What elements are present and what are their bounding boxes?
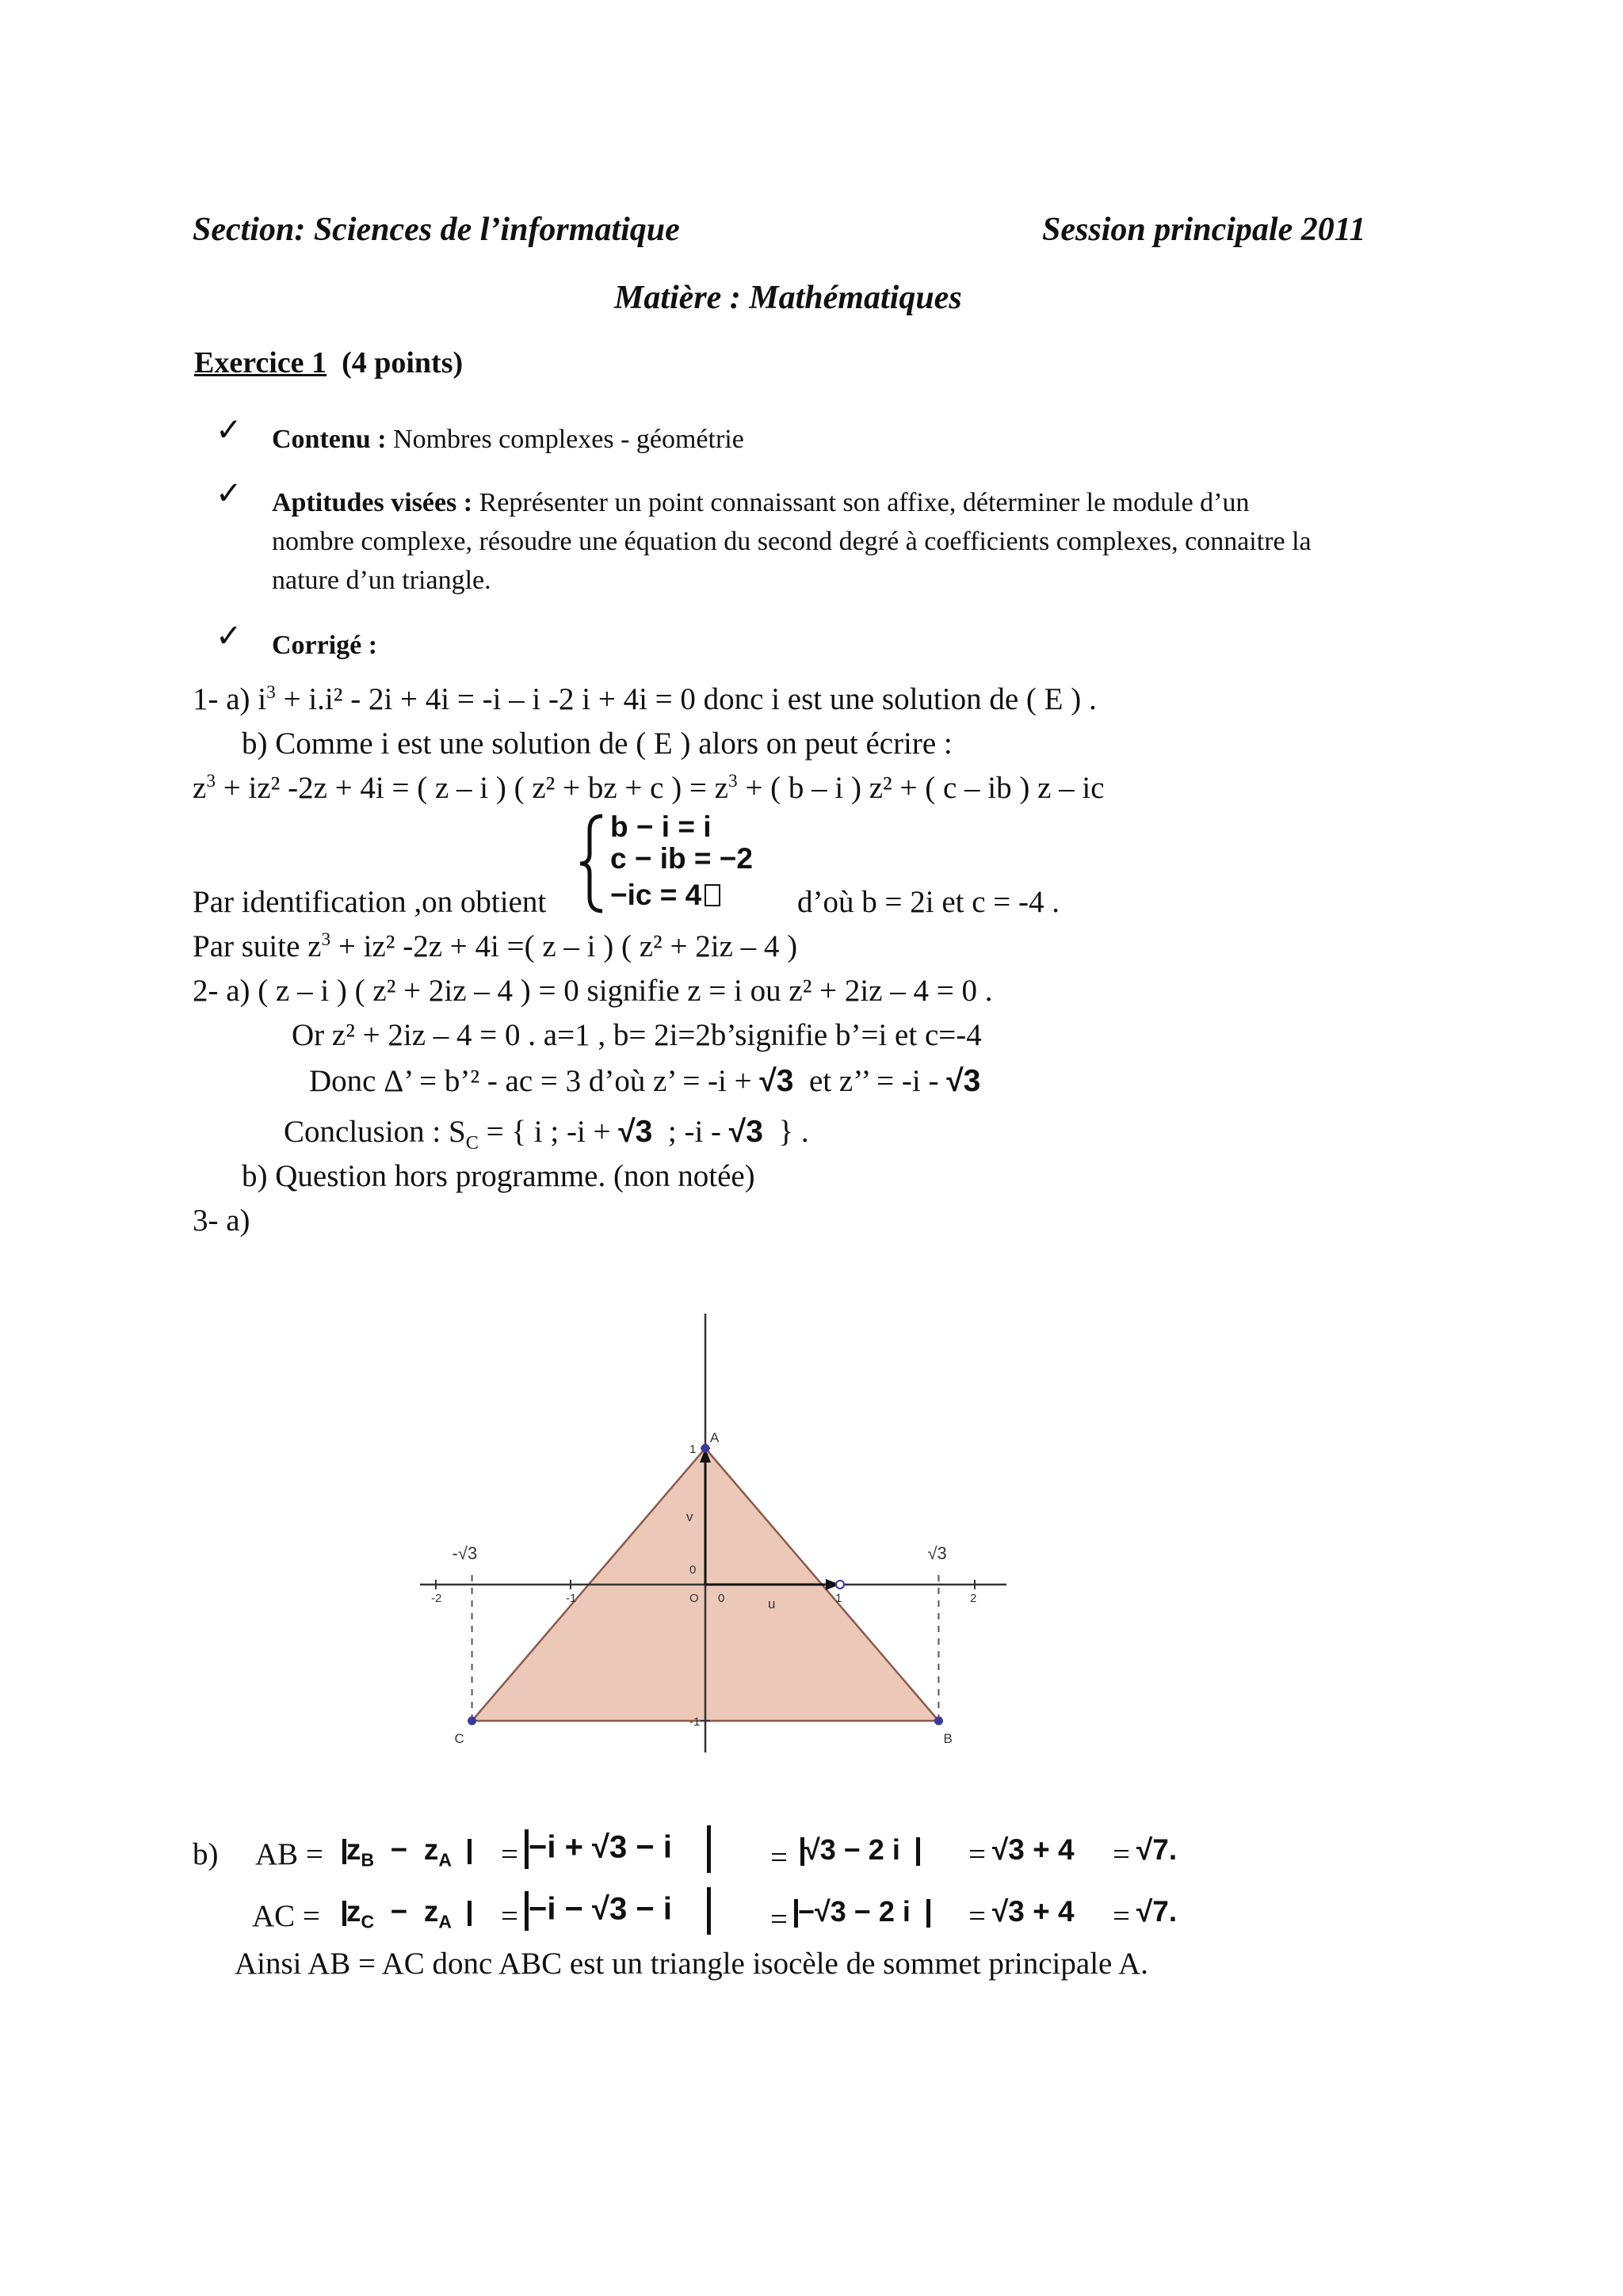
q1b-line: b) Comme i est une solution de ( E ) alors on peut écrire : <box>242 727 953 761</box>
ab-label: AB = <box>255 1837 323 1871</box>
session-title: Session principale 2011 <box>1042 212 1366 248</box>
abs-bar <box>926 1899 930 1928</box>
point-a <box>701 1444 710 1453</box>
aptitudes-line1: Représenter un point connaissant son affixe, déterminer le module d’un <box>479 488 1250 517</box>
q2a-line: 2- a) ( z – i ) ( z² + 2iz – 4 ) = 0 signifie z = i ou z² + 2iz – 4 = 0 . <box>193 974 993 1008</box>
contenu-line <box>272 420 744 459</box>
eq-sign: = <box>770 1840 788 1875</box>
ac-modulus-2: −i − √3 − i <box>525 1887 711 1935</box>
exercise-points: (4 points) <box>342 346 464 379</box>
q1-eq-mid: + iz² -2z + 4i = ( z – i ) ( z² + bz + c ) = z <box>216 771 728 805</box>
point-c <box>468 1717 476 1726</box>
aptitudes-block <box>272 483 1312 600</box>
aptitudes-label: Aptitudes visées : <box>272 488 473 517</box>
y-tick-label: 1 <box>689 1443 697 1456</box>
q2-donc-line: Donc Δ’ = b’² - ac = 3 d’où z’ = -i + √3 et z’’ = -i - √3 <box>309 1064 981 1098</box>
exponent: 3 <box>727 771 738 791</box>
exponent: 3 <box>321 929 331 950</box>
eq-sign: = <box>1113 1837 1130 1871</box>
q1a-text: + i.i² - 2i + 4i = -i – i -2 i + 4i = 0 donc i est une solution de ( E ) . <box>275 682 1097 716</box>
eq-sign: = <box>1113 1899 1130 1933</box>
ac-modulus-3: −√3 − 2 i <box>794 1895 930 1928</box>
par-suite-line: Par suite $z^3 + iz^2$ -2z + 4i =( z – i ) ( z² + 2iz – 4 ) <box>193 929 798 963</box>
contenu-label: Contenu : <box>272 425 387 454</box>
x-tick-label: 1 <box>835 1592 842 1605</box>
complex-plane-graph <box>396 1283 1030 1767</box>
vector-v-label: v <box>686 1509 693 1524</box>
point-unit-marker <box>836 1581 844 1589</box>
system-brace <box>575 813 607 914</box>
ac-result: √7. <box>1136 1895 1178 1928</box>
eq-sign: = <box>968 1899 986 1933</box>
x-tick-label: -2 <box>431 1592 442 1605</box>
vector-u-label: u <box>768 1596 776 1611</box>
ab-result: √7. <box>1136 1833 1178 1866</box>
aptitudes-line2: nombre complexe, résoudre une équation du second degré à coefficients complexes, connaitre la <box>272 527 1312 556</box>
check-icon: ✓ <box>216 412 242 448</box>
dou-text: d’où b = 2i et c = -4 . <box>797 885 1060 919</box>
sqrt3-symbol: √3 <box>946 1064 981 1098</box>
q3a-label: 3- a) <box>193 1203 250 1238</box>
point-label-b: B <box>943 1731 953 1746</box>
system-eq3: −ic = 4 <box>610 879 720 911</box>
check-icon: ✓ <box>216 475 242 512</box>
check-icon: ✓ <box>216 618 242 654</box>
exercise-heading <box>194 345 463 380</box>
matiere-title: Matière : Mathématiques <box>614 280 962 316</box>
aptitudes-line3: nature d’un triangle. <box>272 566 491 595</box>
origin-label: O <box>689 1592 699 1605</box>
y-tick-label: -1 <box>689 1715 701 1729</box>
q1-eq-end: + ( b – i ) z² + ( c – ib ) z – ic <box>737 771 1105 805</box>
exponent: 3 <box>206 771 216 791</box>
point-label-c: C <box>454 1731 464 1746</box>
exponent: 3 <box>266 682 276 703</box>
q1a-num: 1- a) <box>193 682 250 716</box>
abs-bar <box>707 1887 711 1935</box>
q2b-line: b) Question hors programme. (non notée) <box>242 1159 755 1193</box>
q1a-line: 1- a) $i^3 + i.i^2 - 2i + 4i = -i - i$ -2 i + 4i = 0 donc i est une solution de ( E ) . <box>193 682 1097 716</box>
sqrt3-symbol: √3 <box>618 1115 653 1149</box>
ab-modulus-3: √3 − 2 i <box>800 1833 920 1867</box>
eq-sign: = <box>770 1902 788 1936</box>
exercise-title: Exercice 1 <box>194 346 327 379</box>
x-tick-label: 2 <box>970 1592 977 1605</box>
x-tick-label: -1 <box>566 1592 577 1605</box>
ac-label: AC = <box>252 1899 320 1933</box>
eq-sign: = <box>501 1899 518 1933</box>
point-label-a: A <box>710 1430 720 1445</box>
eq-sign: = <box>968 1837 986 1871</box>
ab-sqrt-sum: √3 + 4 <box>992 1833 1075 1866</box>
eq-sign: = <box>501 1837 518 1871</box>
system-eq1: b − i = i <box>610 810 712 843</box>
q2-or-line: Or z² + 2iz – 4 = 0 . a=1 , b= 2i=2b’signifie b’=i et c=-4 <box>292 1018 982 1052</box>
ident-text: Par identification ,on obtient <box>193 885 547 919</box>
sqrt3-neg-label: -√3 <box>452 1543 478 1563</box>
y-tick-label: 0 <box>689 1563 697 1577</box>
missing-glyph-box <box>705 884 720 906</box>
ab-modulus-2: −i + √3 − i <box>525 1825 711 1873</box>
sqrt3-pos-label: √3 <box>927 1543 947 1563</box>
corrige-label: Corrigé : <box>272 631 378 660</box>
abs-bar <box>468 1901 472 1926</box>
abs-bar <box>707 1825 711 1873</box>
section-title: Section: Sciences de l’informatique <box>193 212 680 248</box>
conclusion-line: Ainsi AB = AC donc ABC est un triangle isocèle de sommet principale A. <box>235 1947 1148 1981</box>
x-tick-label: 0 <box>718 1592 725 1605</box>
system-eq2: c − ib = −2 <box>610 842 753 875</box>
sqrt3-symbol: √3 <box>728 1115 763 1149</box>
ab-modulus-1: $z_B - z_A$ <box>342 1833 472 1867</box>
sqrt3-symbol: √3 <box>759 1064 794 1098</box>
abs-bar <box>468 1839 472 1864</box>
q2-conclusion: Conclusion : $S_C$ = { i ; -i + √3 ; -i - √3 } . <box>284 1115 809 1154</box>
ac-sqrt-sum: √3 + 4 <box>992 1895 1075 1928</box>
contenu-text: Nombres complexes - géométrie <box>393 425 744 454</box>
point-b <box>934 1717 943 1726</box>
ac-modulus-1: $z_C - z_A$ <box>342 1895 472 1928</box>
q3b-label: b) <box>193 1837 219 1871</box>
abs-bar <box>916 1837 920 1866</box>
q1-factor-eq: $z^3 + iz^2$ -2z + 4i = ( z – i ) ( z² + bz + c ) = $z^3$ + ( b – i ) z² + ( c – ib ) z – ic <box>193 771 1105 805</box>
